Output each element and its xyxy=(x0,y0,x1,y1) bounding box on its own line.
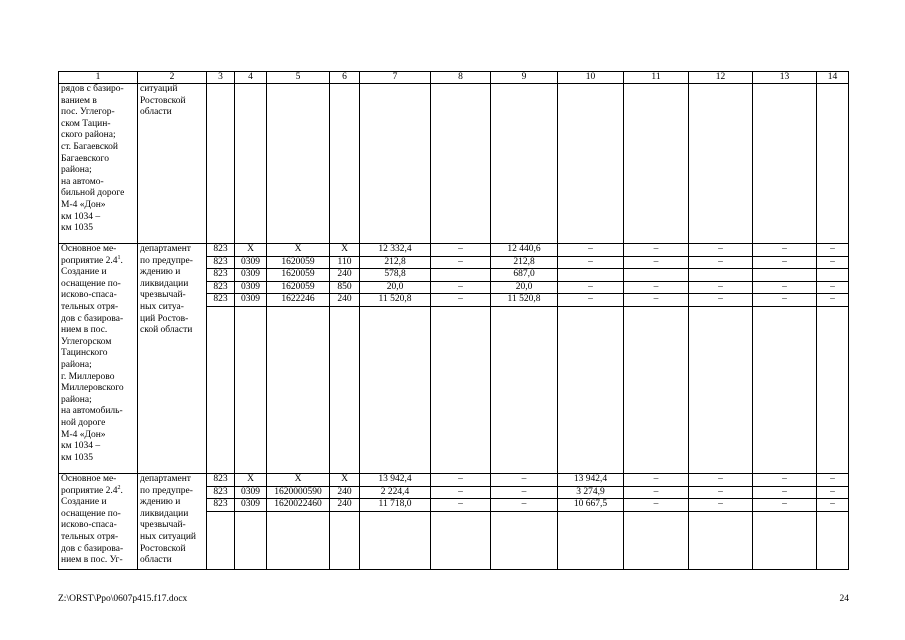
table-cell: – xyxy=(753,281,817,294)
table-cell: 687,0 xyxy=(491,269,558,282)
table-cell xyxy=(558,269,624,282)
table-cell: – xyxy=(624,256,689,269)
file-path-footer: Z:\ORST\Ppo\0607p415.f17.docx xyxy=(58,594,188,604)
table-cell: 0309 xyxy=(235,281,267,294)
column-header: 9 xyxy=(491,72,558,84)
table-row xyxy=(59,84,849,244)
table-cell: – xyxy=(689,486,753,499)
table-cell: Х xyxy=(267,473,330,486)
table-cell: 110 xyxy=(330,256,360,269)
measure-description: рядов с базиро- ванием в пос. Углегор- ском Тацин- ского района; ст. Багаевской Багаевского района; на автомо- бильной дороге М-4 «Дон» км 1034 – км 1035 xyxy=(59,84,138,244)
table-cell: – xyxy=(431,473,491,486)
table-cell: – xyxy=(817,294,849,307)
table-cell: 823 xyxy=(207,281,235,294)
table-cell: – xyxy=(753,473,817,486)
column-header: 3 xyxy=(207,72,235,84)
table-cell: – xyxy=(689,256,753,269)
table-cell: 240 xyxy=(330,486,360,499)
column-header: 5 xyxy=(267,72,330,84)
table-cell: 0309 xyxy=(235,486,267,499)
table-cell: 1620059 xyxy=(267,269,330,282)
measure-description: Основное ме- роприятие $2.4^1$. Создание и оснащение по- исково-спаса- тельных отря- дов с базирова- нием в пос. Углегорском Тацинского района; г. Миллерово Миллеровского района; на автомобиль- ной дороге М-4 «Дон» км 1034 – км 1035 xyxy=(59,244,138,474)
table-cell: Х xyxy=(235,473,267,486)
column-header: 8 xyxy=(431,72,491,84)
table-cell: – xyxy=(431,256,491,269)
table-cell: Х xyxy=(235,244,267,257)
table-cell: 12 440,6 xyxy=(491,244,558,257)
table-cell: 12 332,4 xyxy=(360,244,431,257)
measure-description: Основное ме- роприятие $2.4^2$. Создание и оснащение по- исково-спаса- тельных отря- дов с базирова- нием в пос. Уг- xyxy=(59,473,138,569)
table-cell: – xyxy=(624,473,689,486)
table-row xyxy=(59,473,849,486)
table-cell: – xyxy=(817,281,849,294)
table-cell: 10 667,5 xyxy=(558,499,624,512)
table-cell: – xyxy=(753,244,817,257)
table-cell xyxy=(753,269,817,282)
table-cell: 1620022460 xyxy=(267,499,330,512)
table-cell: 11 520,8 xyxy=(360,294,431,307)
table-cell: 13 942,4 xyxy=(558,473,624,486)
column-header: 13 xyxy=(753,72,817,84)
column-header: 12 xyxy=(689,72,753,84)
table-cell: 823 xyxy=(207,486,235,499)
table-cell: 578,8 xyxy=(360,269,431,282)
table-cell: 1622246 xyxy=(267,294,330,307)
table-cell: – xyxy=(491,473,558,486)
table-cell: 3 274,9 xyxy=(558,486,624,499)
table-cell: – xyxy=(817,473,849,486)
table-cell xyxy=(624,269,689,282)
table-cell: – xyxy=(431,281,491,294)
table-cell: – xyxy=(817,256,849,269)
table-cell: – xyxy=(624,486,689,499)
table-row xyxy=(59,244,849,257)
table-cell: 1620000590 xyxy=(267,486,330,499)
table-cell: 850 xyxy=(330,281,360,294)
table-cell: – xyxy=(624,499,689,512)
table-cell: – xyxy=(624,281,689,294)
table-cell: – xyxy=(558,256,624,269)
table-cell: 11 718,0 xyxy=(360,499,431,512)
table-cell: Х xyxy=(330,473,360,486)
table-cell: 240 xyxy=(330,499,360,512)
table-cell: 240 xyxy=(330,269,360,282)
table-cell: 212,8 xyxy=(360,256,431,269)
table-cell: – xyxy=(431,486,491,499)
table-cell: 20,0 xyxy=(491,281,558,294)
table-cell: 823 xyxy=(207,256,235,269)
table-cell: – xyxy=(817,244,849,257)
table-cell: – xyxy=(689,294,753,307)
column-header: 2 xyxy=(138,72,207,84)
table-cell: – xyxy=(817,499,849,512)
table-cell xyxy=(817,269,849,282)
table-cell: 20,0 xyxy=(360,281,431,294)
table-cell: – xyxy=(753,294,817,307)
responsible-executor: департамент по предупре- ждению и ликвидации чрезвычай- ных ситуаций Ростовской области xyxy=(138,473,207,569)
table-cell: 13 942,4 xyxy=(360,473,431,486)
table-cell: – xyxy=(753,256,817,269)
table-cell: 1620059 xyxy=(267,281,330,294)
table-cell: 2 224,4 xyxy=(360,486,431,499)
table-cell: – xyxy=(491,499,558,512)
table-cell xyxy=(431,269,491,282)
column-header: 14 xyxy=(817,72,849,84)
column-header: 6 xyxy=(330,72,360,84)
table-cell: 0309 xyxy=(235,294,267,307)
table-cell: – xyxy=(689,473,753,486)
column-header: 11 xyxy=(624,72,689,84)
table-cell: 1620059 xyxy=(267,256,330,269)
responsible-executor: ситуаций Ростовской области xyxy=(138,84,207,244)
table-cell: 823 xyxy=(207,244,235,257)
table-cell: 823 xyxy=(207,499,235,512)
table-cell: – xyxy=(817,486,849,499)
table-cell: 0309 xyxy=(235,269,267,282)
table-cell: – xyxy=(624,294,689,307)
table-cell: – xyxy=(689,499,753,512)
table-cell: – xyxy=(689,244,753,257)
table-cell: – xyxy=(431,244,491,257)
table-cell: – xyxy=(753,486,817,499)
table-cell xyxy=(689,269,753,282)
column-header: 10 xyxy=(558,72,624,84)
table-cell: 0309 xyxy=(235,256,267,269)
budget-table xyxy=(58,71,849,570)
table-cell: 823 xyxy=(207,269,235,282)
column-header: 7 xyxy=(360,72,431,84)
column-header: 1 xyxy=(59,72,138,84)
table-cell: – xyxy=(558,244,624,257)
table-cell: – xyxy=(753,499,817,512)
table-cell: – xyxy=(431,499,491,512)
table-cell: 0309 xyxy=(235,499,267,512)
table-cell: Х xyxy=(267,244,330,257)
column-number-row xyxy=(59,72,849,84)
page-number: 24 xyxy=(839,594,849,604)
table-cell: 11 520,8 xyxy=(491,294,558,307)
table-cell: Х xyxy=(330,244,360,257)
column-header: 4 xyxy=(235,72,267,84)
responsible-executor: департамент по предупре- ждению и ликвидации чрезвычай- ных ситуа- ций Ростов- ской области xyxy=(138,244,207,474)
table-cell: – xyxy=(431,294,491,307)
table-cell: – xyxy=(558,281,624,294)
table-cell: – xyxy=(558,294,624,307)
table-cell: 212,8 xyxy=(491,256,558,269)
table-cell: 240 xyxy=(330,294,360,307)
table-cell: – xyxy=(491,486,558,499)
table-cell: 823 xyxy=(207,294,235,307)
table-cell: – xyxy=(624,244,689,257)
table-cell: – xyxy=(689,281,753,294)
table-cell: 823 xyxy=(207,473,235,486)
